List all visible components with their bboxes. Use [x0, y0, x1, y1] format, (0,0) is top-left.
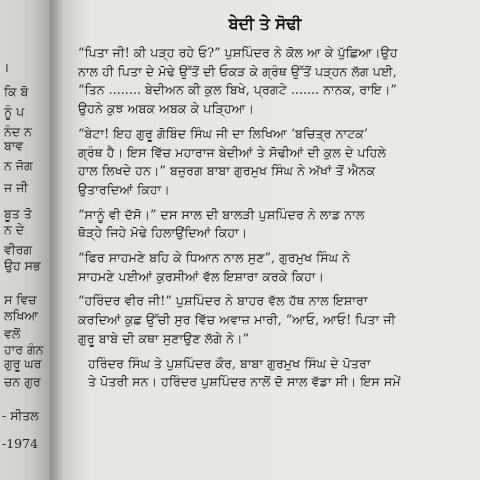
text-line: ਗ੍ਰੰਥ ਹੈ। ਇਸ ਵਿੱਚ ਮਹਾਰਾਜ ਬੇਦੀਆਂ ਤੇ ਸੋਢੀਆਂ ਦੀ ਕੁਲ ਦੇ ਪਹਿਲੇ: [78, 144, 387, 160]
text-line: “ਹਰਿੰਦਰ ਵੀਰ ਜੀ!” ਪੁਸ਼ਪਿੰਦਰ ਨੇ ਬਾਹਰ ਵੱਲ ਹੱਥ ਨਾਲ ਇਸ਼ਾਰਾ: [78, 293, 368, 309]
paragraph: [78, 249, 466, 286]
paragraph: [78, 44, 466, 119]
book-page: [50, 0, 480, 480]
left-page-line: - ਸੀਤਲ: [2, 408, 39, 423]
text-line: “ਬੇਟਾ! ਇਹ ਗੁਰੂ ਗੋਬਿੰਦ ਸਿੰਘ ਜੀ ਦਾ ਲਿਖਿਆ ‘ਬਚਿਤ੍ਰ ਨਾਟਕ’: [78, 125, 368, 141]
text-line: ਗੁਰੂ ਬਾਬੇ ਦੀ ਕਥਾ ਸੁਣਾਉਣ ਲੱਗੇ ਨੇ।”: [78, 330, 250, 346]
text-line: ਸਾਹਮਣੇ ਪਈਆਂ ਕੁਰਸੀਆਂ ਵੱਲ ਇਸ਼ਾਰਾ ਕਰਕੇ ਕਿਹਾ।: [78, 268, 325, 284]
left-page-line: ਚਨ ਗੁਰ: [4, 374, 41, 389]
left-page-line: ਹਾਰ ਗੰਨ: [4, 342, 44, 357]
text-line: “ਸਾਨੂੰ ਵੀ ਦੱਸੋ।” ਦਸ ਸਾਲ ਦੀ ਬਾਲੜੀ ਪੁਸ਼ਪਿੰਦਰ ਨੇ ਲਾਡ ਨਾਲ: [78, 206, 365, 222]
text-line: ਤੇ ਪੋਤਰੀ ਸਨ। ਹਰਿੰਦਰ ਪੁਸ਼ਪਿੰਦਰ ਨਾਲੋਂ ਦੋ ਸਾਲ ਵੱਡਾ ਸੀ। ਇਸ ਸਮੇਂ: [88, 374, 401, 390]
left-page-line: ਨੰਦ ਨ: [4, 124, 32, 139]
paragraph: [78, 125, 466, 200]
text-line: ਹਾਲ ਲਿਖਦੇ ਹਨ।” ਬਜ਼ੁਰਗ ਬਾਬਾ ਗੁਰਮੁਖ ਸਿੰਘ ਨੇ ਅੱਖਾਂ ਤੋਂ ਐਨਕ: [78, 163, 376, 179]
left-page-edge: [0, 0, 50, 480]
left-page-line: -1974: [2, 436, 39, 451]
left-page-line: ਲਖਿਆ: [4, 308, 39, 323]
left-page-line: ਸ ਵਿਚ: [4, 292, 37, 307]
left-page-line: ਬਾਵ: [4, 138, 24, 153]
left-page-line: ਜ ਜੀ: [4, 180, 29, 195]
left-page-line: ਨੂੰ ਪ: [4, 104, 25, 119]
left-page-line: ਨ ਦੇ: [4, 222, 25, 237]
left-page-line: ਨ ਜੋਗ: [4, 158, 33, 173]
left-page-line: ਕਿ ਬੋ: [4, 84, 29, 99]
text-line: “ਪਿਤਾ ਜੀ! ਕੀ ਪੜ੍ਹ ਰਹੇ ਓ?” ਪੁਸ਼ਪਿੰਦਰ ਨੇ ਕੋਲ ਆ ਕੇ ਪੁੱਛਿਆ।ਉਹ: [78, 45, 398, 60]
paragraph: [78, 355, 466, 392]
paragraph: [78, 292, 466, 348]
text-line: ਥੋੜ੍ਹੇ ਜਿਹੇ ਮੋਢੇ ਹਿਲਾਉਂਦਿਆਂ ਕਿਹਾ।: [78, 225, 248, 241]
left-page-line: ਵੀਰਗ: [4, 242, 33, 257]
text-line: ਉਹਨੇ ਕੁਝ ਅਬਕ ਅਬਕ ਕੇ ਪੜ੍ਹਿਆ।: [78, 101, 255, 117]
left-page-line: ਬੂਤ ਤੋ: [4, 206, 32, 221]
left-page-line: ਉਹ ਸਭ: [4, 258, 41, 273]
text-line: ਉਤਾਰਦਿਆਂ ਕਿਹਾ।: [78, 181, 170, 197]
chapter-title: ਬੇਦੀ ਤੇ ਸੋਢੀ: [228, 14, 302, 33]
text-line: ਹਰਿੰਦਰ ਸਿੰਘ ਤੇ ਪੁਸ਼ਪਿੰਦਰ ਕੌਰ, ਬਾਬਾ ਗੁਰਮੁਖ ਸਿੰਘ ਦੇ ਪੋਤਰਾ: [88, 355, 371, 371]
text-line: “ਤਿਨ ........ ਬੇਦੀਅਨ ਕੀ ਕੁਲ ਬਿਖੇ, ਪ੍ਰਗਟੇ ....... ਨਾਨਕ, ਰਾਇ।”: [78, 82, 397, 98]
page-body: [78, 44, 466, 398]
paragraph: [78, 206, 466, 243]
left-page-line: ਗੁਰੂ ਘਰ: [4, 356, 42, 371]
left-page-line: ।: [4, 60, 9, 75]
text-line: ਨਾਲ ਹੀ ਪਿਤਾ ਦੇ ਮੋਢੇ ਉੱਤੋਂ ਦੀ ਓਕੜ ਕੇ ਗ੍ਰੰਥ ਉੱਤੋਂ ਪੜ੍ਹਨ ਲੱਗ ਪਈ,: [78, 63, 397, 79]
left-page-line: ਵਲੋਂ: [4, 326, 21, 341]
text-line: “ਫਿਰ ਸਾਹਮਣੇ ਬਹਿ ਕੇ ਧਿਆਨ ਨਾਲ ਸੁਣ”, ਗੁਰਮੁਖ ਸਿੰਘ ਨੇ: [78, 250, 351, 266]
text-line: ਕਰਦਿਆਂ ਕੁਛ ਉੱਚੀ ਸੁਰ ਵਿੱਚ ਅਵਾਜ਼ ਮਾਰੀ, “ਆਓ, ਆਓ! ਪਿਤਾ ਜੀ: [78, 312, 396, 328]
